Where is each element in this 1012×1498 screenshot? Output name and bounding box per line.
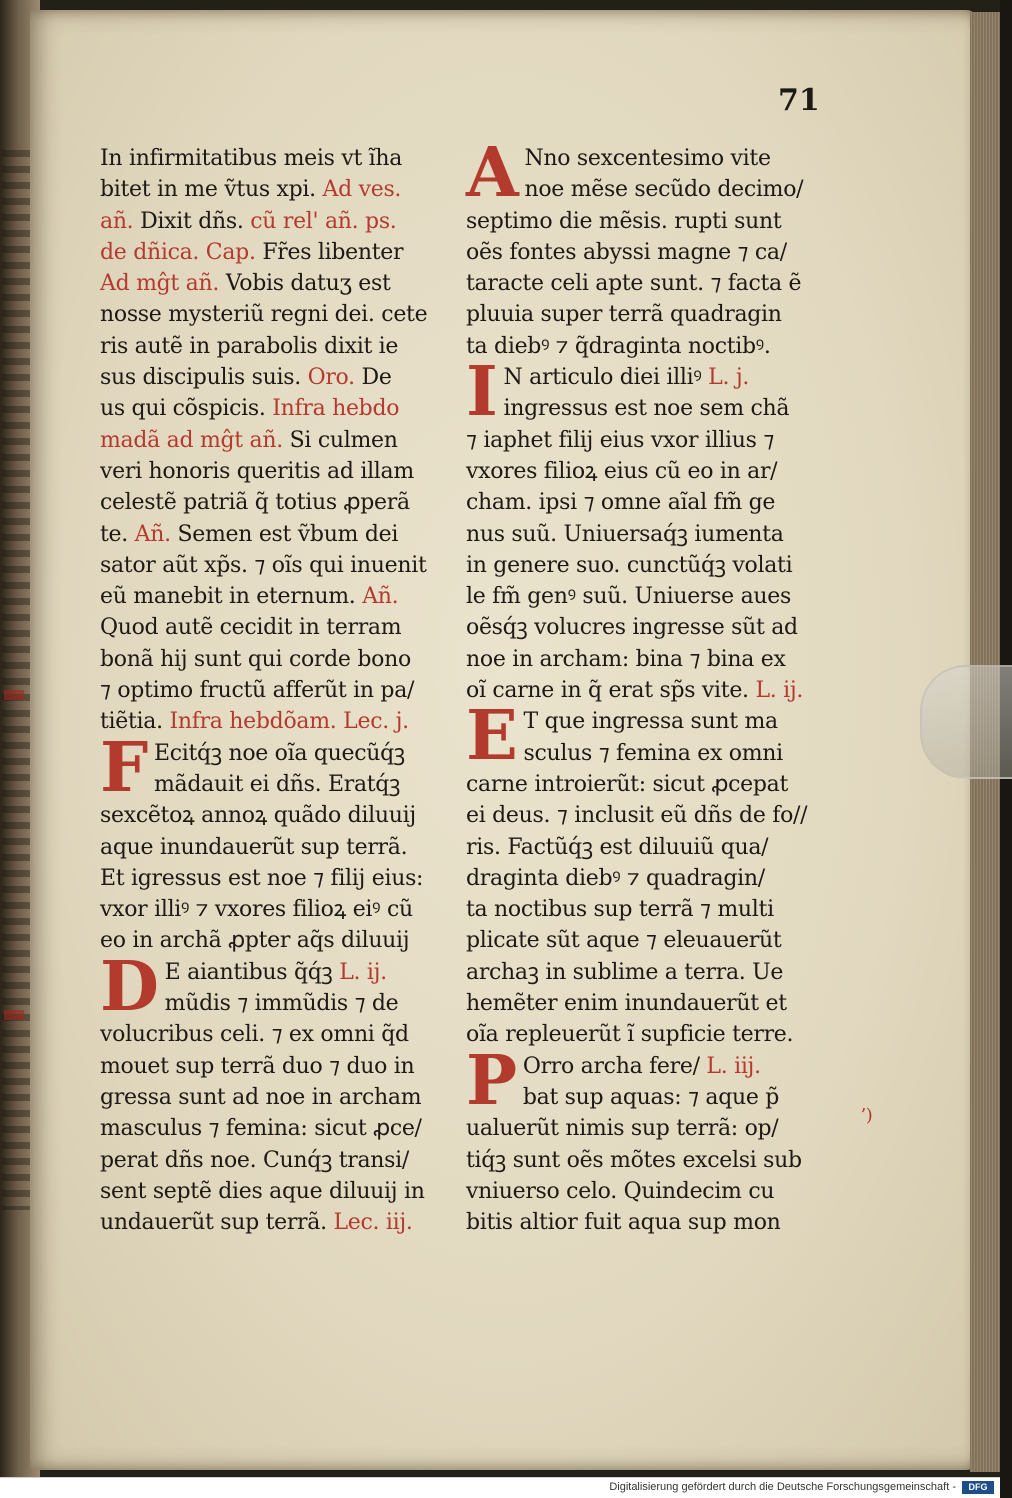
- line-text: ta diebꝰ ⁊ q̃draginta noctibꝰ.: [466, 333, 771, 359]
- line-text: taracte celi apte sunt. ⁊ facta ẽ: [466, 271, 802, 297]
- text-line: [100, 1176, 450, 1207]
- text-line: [466, 425, 816, 456]
- text-line: [466, 1019, 816, 1050]
- text-line: [466, 988, 816, 1019]
- line-text: carne introierũt: sicut ꝓcepat: [466, 771, 788, 797]
- rubric-text: L. iij.: [706, 1053, 761, 1079]
- text-line: [466, 800, 816, 831]
- left-text-column: [100, 143, 450, 1238]
- line-text: eo in archã ꝓpter aq̃s diluuij: [100, 928, 410, 954]
- text-line: [466, 393, 816, 424]
- text-line: [466, 268, 816, 299]
- line-text: oĩa repleuerũt ĩ supficie terre.: [466, 1022, 794, 1048]
- line-text: masculus ⁊ femina: sicut ꝓce/: [100, 1116, 422, 1142]
- line-text: celestẽ patriã q̃ totius ꝓperã: [100, 490, 410, 516]
- rubric-text: Infra hebdo: [272, 396, 400, 422]
- line-text: Nno sexcentesimo vite: [524, 146, 771, 171]
- rubric-text: L. ij.: [755, 678, 804, 704]
- text-line: [466, 957, 816, 988]
- line-text: Vobis datuʒ est: [225, 271, 391, 297]
- text-line: [100, 769, 450, 800]
- red-initial-letter: A: [466, 133, 519, 213]
- line-text: ris. Factũq́ꝫ est diluuiũ qua/: [466, 834, 769, 860]
- line-text: cham. ipsi ⁊ omne aĩal fm̃ ge: [466, 490, 776, 516]
- line-text: ⁊ optimo fructũ afferũt in pa/: [100, 678, 415, 704]
- text-line: [466, 925, 816, 956]
- text-line: [100, 456, 450, 487]
- line-text: oĩ carne in q̃ erat sp̃s vite.: [466, 678, 756, 704]
- red-initial-letter: D: [100, 946, 159, 1027]
- red-initial-letter: E: [466, 696, 518, 777]
- line-text: te.: [100, 521, 135, 547]
- text-line: [100, 1051, 450, 1082]
- line-text: Dixit dñs.: [140, 208, 251, 234]
- previous-page-rubric: [4, 1010, 24, 1020]
- line-text: volucribus celi. ⁊ ex omni q̃d: [100, 1022, 409, 1048]
- line-text: noe in archam: bina ⁊ bina ex: [466, 646, 786, 672]
- text-line: [466, 738, 816, 769]
- line-text: tiẽtia.: [100, 709, 170, 735]
- text-line: [100, 331, 450, 362]
- text-line: [100, 1207, 450, 1238]
- text-line: [466, 206, 816, 237]
- red-initial-letter: F: [100, 727, 148, 808]
- text-line: [466, 331, 816, 362]
- text-line: [100, 644, 450, 675]
- rubric-text: Ad mĝt añ.: [100, 271, 226, 297]
- line-text: T que ingressa sunt ma: [523, 709, 778, 735]
- line-text: sus discipulis suis.: [100, 365, 308, 391]
- line-text: Orro archa fere/: [522, 1053, 707, 1079]
- line-text: oẽs fontes abyssi magne ⁊ ca/: [466, 239, 787, 265]
- rubric-text: Añ.: [134, 521, 178, 547]
- line-text: tiq́ꝫ sunt oẽs mõtes excelsi sub: [466, 1147, 802, 1173]
- line-text: sexcẽtoꝝ annoꝝ quãdo diluuij: [100, 803, 416, 829]
- text-line: [100, 393, 450, 424]
- previous-page-rubric: [4, 690, 24, 700]
- text-line: [100, 675, 450, 706]
- text-line: [466, 769, 816, 800]
- line-text: vxor illiꝰ ⁊ vxores filioꝝ eiꝰ cũ: [100, 897, 413, 923]
- line-text: aque inundauerũt sup terrã.: [100, 834, 408, 860]
- text-line: [466, 1113, 816, 1144]
- line-text: sator aũt xp̃s. ⁊ oĩs qui inuenit: [100, 552, 427, 578]
- text-line: [100, 1082, 450, 1113]
- rubric-text: añ.: [100, 208, 141, 234]
- text-line: [466, 612, 816, 643]
- text-line: [100, 550, 450, 581]
- text-line: [100, 299, 450, 330]
- line-text: hemẽter enim inundauerũt et: [466, 991, 787, 1017]
- rubric-text: de dñica. Cap.: [100, 239, 263, 265]
- line-text: sent septẽ dies aque diluuij in: [100, 1178, 425, 1204]
- line-text: perat dñs noe. Cunq́ꝫ transi/: [100, 1147, 409, 1173]
- line-text: bitet in me ṽtus xpi.: [100, 177, 323, 203]
- line-text: Si culmen: [289, 427, 398, 453]
- line-text: ris autẽ in parabolis dixit ie: [100, 333, 399, 359]
- text-line: [100, 863, 450, 894]
- line-text: mãdauit ei dñs. Eratq́ꝫ: [153, 771, 401, 797]
- line-text: us qui cõspicis.: [100, 396, 273, 422]
- text-line: [100, 612, 450, 643]
- line-text: Ecitq́ꝫ noe oĩa quecũq́ꝫ: [153, 740, 405, 766]
- line-text: nus suũ. Uniuersaq́ꝫ iumenta: [466, 521, 784, 547]
- rubric-text: madã ad mĝt añ.: [100, 427, 290, 453]
- footer-bar: [0, 1477, 1000, 1498]
- line-text: bat sup aquas: ⁊ aque p̃: [522, 1084, 780, 1110]
- text-line: [466, 675, 816, 706]
- text-line: [466, 237, 816, 268]
- text-line: [100, 362, 450, 393]
- line-text: noe mẽse secũdo decimo/: [524, 177, 804, 203]
- funding-credit: Digitalisierung gefördert durch die Deutsche Forschungsgemeinschaft -: [609, 1481, 956, 1493]
- text-line: [100, 268, 450, 299]
- text-line: [100, 1019, 450, 1050]
- rubric-text: cũ rel' añ. ps.: [250, 208, 397, 234]
- text-line: [100, 1145, 450, 1176]
- text-line: [466, 299, 816, 330]
- line-text: vniuerso celo. Quindecim cu: [466, 1178, 775, 1204]
- rubric-text: L. ij.: [339, 959, 387, 985]
- line-text: nosse mysteriũ regni dei. cete: [100, 302, 428, 328]
- line-text: septimo die mẽsis. rupti sunt: [466, 208, 782, 234]
- line-text: De: [361, 365, 392, 391]
- text-line: [466, 832, 816, 863]
- line-text: bitis altior fuit aqua sup mon: [466, 1210, 781, 1236]
- line-text: ingressus est noe sem chã: [503, 396, 790, 422]
- text-line: [466, 456, 816, 487]
- text-line: [466, 550, 816, 581]
- line-text: E aiantibus q̃q́ꝫ: [164, 959, 340, 985]
- text-line: [466, 1145, 816, 1176]
- line-text: ta noctibus sup terrã ⁊ multi: [466, 897, 774, 923]
- text-line: [466, 1207, 816, 1238]
- line-text: ⁊ iaphet filij eius vxor illius ⁊: [466, 427, 774, 453]
- line-text: gressa sunt ad noe in archam: [100, 1084, 422, 1110]
- line-text: mouet sup terrã duo ⁊ duo in: [100, 1053, 415, 1079]
- line-text: plicate sũt aque ⁊ eleuauerũt: [466, 928, 782, 954]
- text-line: [100, 174, 450, 205]
- line-text: Fr̃es libenter: [262, 239, 404, 265]
- line-text: le fm̃ genꝰ suũ. Uniuerse aues: [466, 584, 791, 610]
- text-line: [100, 894, 450, 925]
- rubric-text: Oro.: [307, 365, 362, 391]
- line-text: In infirmitatibus meis vt ĩha: [100, 146, 403, 171]
- line-text: ualuerũt nimis sup terrã: op/: [466, 1116, 779, 1142]
- text-line: [466, 519, 816, 550]
- folio-number: 71: [778, 83, 820, 118]
- line-text: Quod autẽ cecidit in terram: [100, 615, 402, 641]
- text-line: [100, 519, 450, 550]
- text-line: [100, 1113, 450, 1144]
- line-text: mũdis ⁊ immũdis ⁊ de: [164, 991, 399, 1017]
- line-text: ei deus. ⁊ inclusit eũ dñs de fo//: [466, 803, 808, 829]
- line-text: pluuia super terrã quadragin: [466, 302, 782, 328]
- red-initial-letter: P: [466, 1040, 517, 1121]
- rubric-text: Ad ves.: [322, 177, 402, 203]
- text-line: [100, 832, 450, 863]
- text-line: [466, 174, 816, 205]
- text-line: [100, 706, 450, 737]
- text-line: [466, 487, 816, 518]
- text-line: [100, 581, 450, 612]
- line-text: vxores filioꝝ eius cũ eo in ar/: [466, 458, 778, 484]
- text-line: [100, 487, 450, 518]
- line-text: veri honoris queritis ad illam: [100, 458, 414, 484]
- red-initial-letter: I: [466, 352, 498, 433]
- rubric-text: Infra hebdõam. Lec. j.: [169, 709, 409, 735]
- marginal-mark: ʼ): [860, 1105, 873, 1126]
- line-text: undauerũt sup terrã.: [100, 1210, 334, 1236]
- text-line: [100, 800, 450, 831]
- page-clip: [920, 665, 1012, 779]
- text-line: [466, 644, 816, 675]
- text-line: [100, 143, 450, 174]
- line-text: sculus ⁊ femina ex omni: [523, 740, 783, 766]
- rubric-text: Añ.: [362, 584, 399, 610]
- text-line: [466, 894, 816, 925]
- line-text: Semen est ṽbum dei: [177, 521, 399, 547]
- rubric-text: L. j.: [708, 365, 750, 391]
- line-text: bonã hij sunt qui corde bono: [100, 646, 411, 672]
- right-text-column: [466, 133, 816, 1238]
- dfg-logo: DFG: [962, 1481, 994, 1494]
- line-text: in genere suo. cunctũq́ꝫ volati: [466, 552, 793, 578]
- line-text: draginta diebꝰ ⁊ quadragin/: [466, 865, 765, 891]
- text-line: [100, 206, 450, 237]
- text-line: [100, 237, 450, 268]
- rubric-text: Lec. iij.: [333, 1210, 413, 1236]
- text-line: [100, 925, 450, 956]
- line-text: Et igressus est noe ⁊ filij eius:: [100, 865, 424, 891]
- line-text: oẽsq́ꝫ volucres ingresse sũt ad: [466, 615, 798, 641]
- text-line: [100, 425, 450, 456]
- text-line: [466, 581, 816, 612]
- text-line: [466, 1176, 816, 1207]
- line-text: N articulo diei illiꝰ: [503, 365, 709, 391]
- line-text: archaꝫ in sublime a terra. Ue: [466, 959, 784, 985]
- line-text: eũ manebit in eternum.: [100, 584, 363, 610]
- text-line: [466, 863, 816, 894]
- text-line: [466, 1082, 816, 1113]
